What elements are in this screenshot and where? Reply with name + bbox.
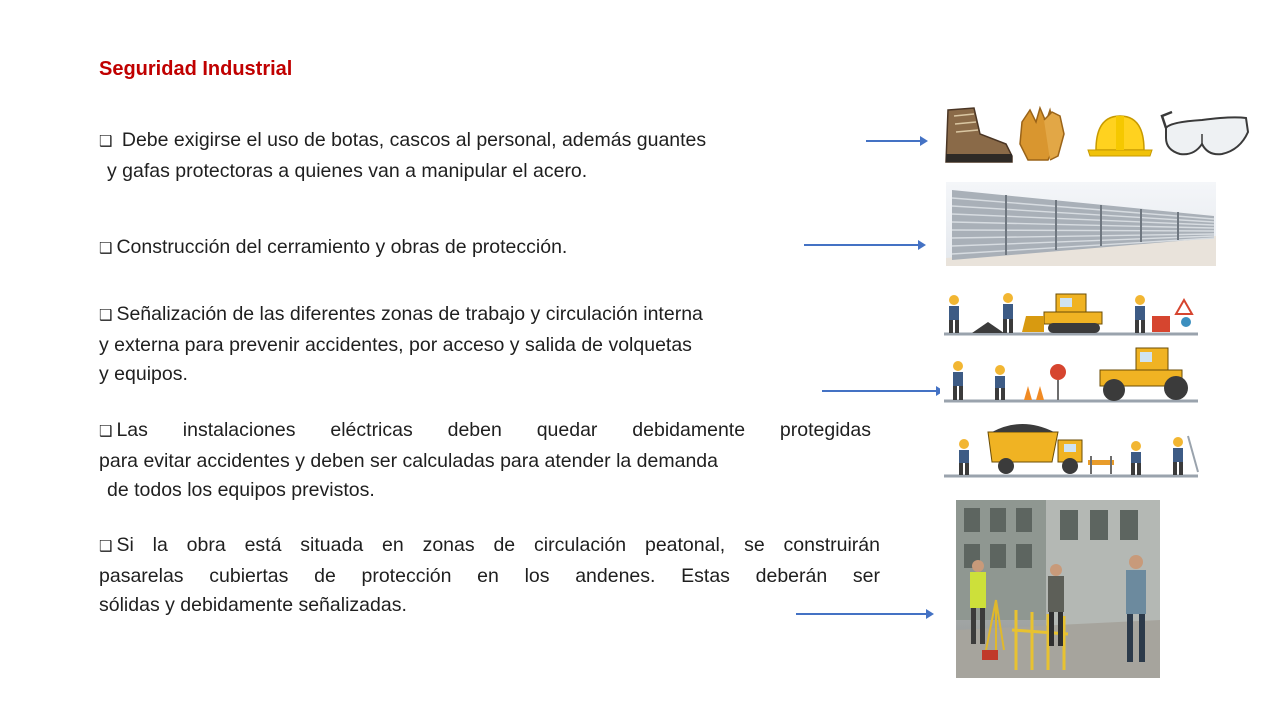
square-bullet-icon: ❑ xyxy=(99,239,113,257)
perimeter-fence-image xyxy=(946,182,1216,266)
arrow-icon xyxy=(866,134,928,148)
paragraph-ppe: ❑ Debe exigirse el uso de botas, cascos al personal, además guantes y gafas protectoras a quienes van a manipular el acero. xyxy=(99,129,707,182)
square-bullet-icon: ❑ xyxy=(99,537,113,555)
gloves-icon xyxy=(1020,108,1064,160)
paragraph-signage: ❑ Señalización de las diferentes zonas de trabajo y circulación interna y externa para prevenir accidentes, por acceso y salida de volquetas y equipos. xyxy=(99,303,703,385)
paragraph-pedestrian: ❑ Si la obra está situada en zonas de circulación peatonal, se construirán pasarelas cubiertas de protección en los andenes. Estas deberán ser sólidas y debidamente señalizadas. xyxy=(99,534,880,616)
pedestrian-walkway-photo xyxy=(956,500,1160,678)
slide-title: Seguridad Industrial xyxy=(99,58,293,80)
boot-icon xyxy=(946,108,1012,162)
square-bullet-icon: ❑ xyxy=(99,132,113,150)
worker-signage-illustration xyxy=(940,286,1202,482)
square-bullet-icon: ❑ xyxy=(99,422,113,440)
square-bullet-icon: ❑ xyxy=(99,306,113,324)
paragraph-fence: ❑ Construcción del cerramiento y obras de protección. xyxy=(99,236,568,258)
paragraph-electrical: ❑ Las instalaciones eléctricas deben quedar debidamente protegidas para evitar accidentes y deben ser calculadas para atender la demanda de todos los equipos previstos. xyxy=(99,419,871,501)
safety-goggles-icon xyxy=(1162,112,1248,154)
helmet-icon xyxy=(1088,116,1152,156)
arrow-icon xyxy=(796,607,934,621)
protective-equipment-image xyxy=(940,104,1252,168)
arrow-icon xyxy=(804,238,926,252)
arrow-icon xyxy=(822,384,944,398)
